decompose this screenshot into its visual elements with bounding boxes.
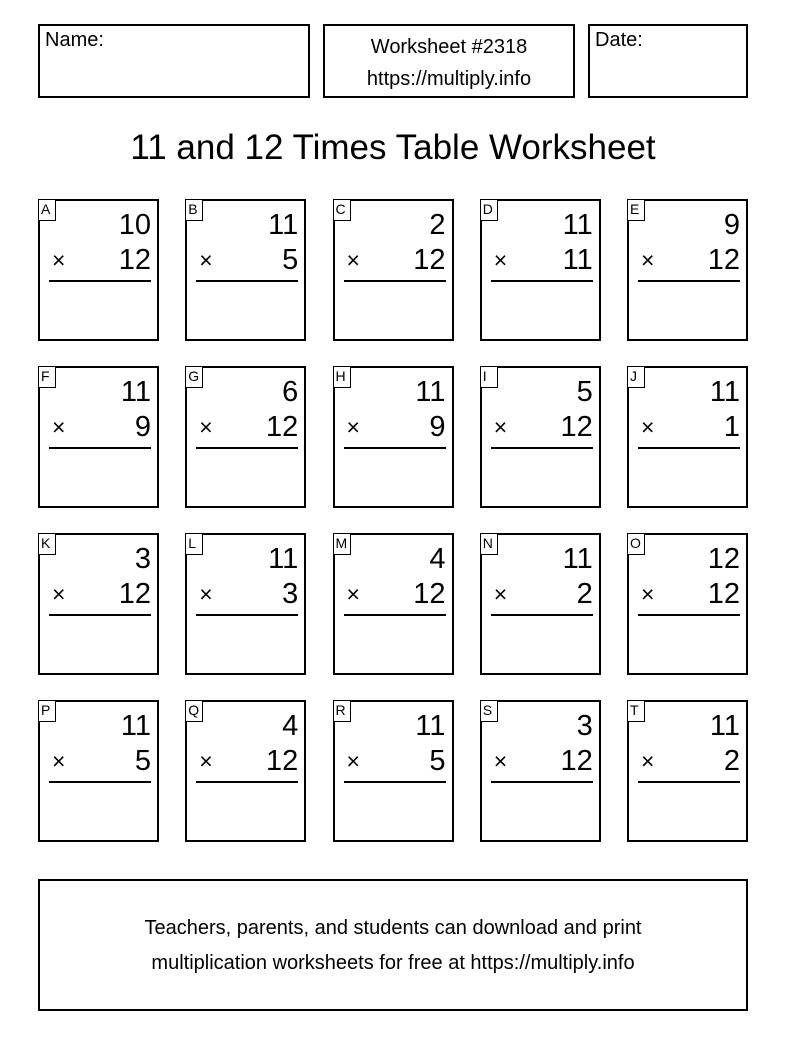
problem-label: C <box>333 199 351 221</box>
multiplicand: 11 <box>709 710 740 742</box>
problem-card[interactable] <box>185 700 306 842</box>
answer-line <box>491 781 593 783</box>
problem-label: Q <box>185 700 203 722</box>
multiply-sign-icon: × <box>641 414 655 440</box>
answer-line <box>196 447 298 449</box>
multiplier: 9 <box>429 411 446 443</box>
problem-card[interactable] <box>333 533 454 675</box>
multiplicand: 5 <box>576 376 593 408</box>
problem-card[interactable] <box>480 366 601 508</box>
multiplier: 12 <box>413 244 446 276</box>
answer-line <box>49 447 151 449</box>
problem-grid <box>38 199 748 842</box>
multiply-sign-icon: × <box>641 247 655 273</box>
problem-label: K <box>38 533 56 555</box>
multiply-sign-icon: × <box>52 414 66 440</box>
problem-card[interactable] <box>480 199 601 341</box>
problem-label: M <box>333 533 351 555</box>
problem-label: N <box>480 533 498 555</box>
problem-card[interactable] <box>480 700 601 842</box>
problem-card[interactable] <box>627 199 748 341</box>
date-field-box[interactable] <box>588 24 748 98</box>
multiply-sign-icon: × <box>493 581 508 607</box>
problem-card[interactable] <box>185 199 306 341</box>
answer-line <box>638 781 740 783</box>
multiplier: 5 <box>429 745 446 777</box>
problem-card[interactable] <box>38 700 159 842</box>
problem-card[interactable] <box>38 366 159 508</box>
problem-card[interactable] <box>333 366 454 508</box>
multiplicand: 3 <box>134 543 151 575</box>
multiplicand: 2 <box>429 209 446 241</box>
problem-card[interactable] <box>627 366 748 508</box>
problem-label: O <box>627 533 645 555</box>
multiplicand: 3 <box>576 710 593 742</box>
problem-card[interactable] <box>38 533 159 675</box>
answer-line <box>491 280 593 282</box>
name-label: Name: <box>45 29 104 51</box>
problem-label: F <box>38 366 56 388</box>
problem-label: P <box>38 700 56 722</box>
worksheet-url: https://multiply.info <box>366 68 532 90</box>
answer-line <box>491 614 593 616</box>
multiplicand: 11 <box>415 710 446 742</box>
multiply-sign-icon: × <box>493 748 508 774</box>
problem-card[interactable] <box>185 533 306 675</box>
problem-label: J <box>627 366 645 388</box>
worksheet-info-box <box>323 24 575 98</box>
multiplicand: 11 <box>268 543 299 575</box>
problem-label: L <box>185 533 203 555</box>
multiply-sign-icon: × <box>346 581 360 607</box>
problem-card[interactable] <box>333 700 454 842</box>
multiplier: 11 <box>562 244 593 276</box>
footer-line-1: Teachers, parents, and students can download and print <box>144 917 642 939</box>
problem-card[interactable] <box>627 700 748 842</box>
multiplicand: 11 <box>562 209 593 241</box>
multiplier: 12 <box>707 578 740 610</box>
multiply-sign-icon: × <box>641 748 655 774</box>
multiply-sign-icon: × <box>52 247 66 273</box>
multiplier: 2 <box>576 578 593 610</box>
multiplicand: 11 <box>120 710 151 742</box>
multiplicand: 12 <box>707 543 740 575</box>
multiplicand: 10 <box>118 209 151 241</box>
multiplicand: 11 <box>120 376 151 408</box>
multiply-sign-icon: × <box>52 748 66 774</box>
answer-line <box>344 614 446 616</box>
problem-label: I <box>480 366 498 388</box>
multiplicand: 11 <box>268 209 299 241</box>
multiplier: 12 <box>560 411 593 443</box>
multiply-sign-icon: × <box>493 414 508 440</box>
multiplicand: 9 <box>723 209 740 241</box>
multiply-sign-icon: × <box>493 247 508 273</box>
answer-line <box>49 280 151 282</box>
problem-label: E <box>627 199 645 221</box>
multiplicand: 11 <box>709 376 740 408</box>
name-field-box[interactable] <box>38 24 310 98</box>
answer-line <box>344 781 446 783</box>
answer-line <box>196 781 298 783</box>
multiplicand: 4 <box>429 543 446 575</box>
multiply-sign-icon: × <box>641 581 655 607</box>
multiplier: 5 <box>134 745 151 777</box>
multiplier: 9 <box>134 411 151 443</box>
answer-line <box>49 781 151 783</box>
answer-line <box>196 614 298 616</box>
problem-label: H <box>333 366 351 388</box>
footer-line-2: multiplication worksheets for free at https://multiply.info <box>151 952 635 974</box>
answer-line <box>49 614 151 616</box>
multiplier: 12 <box>413 578 446 610</box>
multiplier: 1 <box>723 411 740 443</box>
problem-label: T <box>627 700 645 722</box>
multiply-sign-icon: × <box>199 581 213 607</box>
multiply-sign-icon: × <box>52 581 66 607</box>
multiplier: 12 <box>707 244 740 276</box>
answer-line <box>638 614 740 616</box>
problem-card[interactable] <box>333 199 454 341</box>
date-label: Date: <box>595 29 643 51</box>
multiply-sign-icon: × <box>199 748 213 774</box>
worksheet-number: Worksheet #2318 <box>370 36 528 58</box>
problem-card[interactable] <box>480 533 601 675</box>
page-title: 11 and 12 Times Table Worksheet <box>130 128 656 167</box>
multiplier: 12 <box>118 244 151 276</box>
answer-line <box>638 447 740 449</box>
problem-card[interactable] <box>627 533 748 675</box>
multiplier: 2 <box>723 745 740 777</box>
problem-label: G <box>185 366 203 388</box>
multiplier: 12 <box>265 745 299 777</box>
answer-line <box>491 447 593 449</box>
answer-line <box>638 280 740 282</box>
problem-card[interactable] <box>185 366 306 508</box>
problem-label: R <box>333 700 351 722</box>
multiplier: 12 <box>118 578 151 610</box>
answer-line <box>344 447 446 449</box>
multiplier: 12 <box>560 745 593 777</box>
multiplier: 12 <box>265 411 299 443</box>
multiply-sign-icon: × <box>346 414 360 440</box>
multiplicand: 6 <box>282 376 299 408</box>
answer-line <box>196 280 298 282</box>
multiplicand: 4 <box>282 710 299 742</box>
problem-label: S <box>480 700 498 722</box>
answer-line <box>344 280 446 282</box>
problem-label: D <box>480 199 498 221</box>
problem-label: B <box>185 199 203 221</box>
problem-card[interactable] <box>38 199 159 341</box>
multiply-sign-icon: × <box>199 414 213 440</box>
footer-box <box>38 879 748 1011</box>
multiplier: 3 <box>282 578 299 610</box>
multiplier: 5 <box>282 244 299 276</box>
problem-label: A <box>38 199 56 221</box>
multiplicand: 11 <box>562 543 593 575</box>
multiply-sign-icon: × <box>346 748 360 774</box>
multiply-sign-icon: × <box>199 247 213 273</box>
multiply-sign-icon: × <box>346 247 360 273</box>
multiplicand: 11 <box>415 376 446 408</box>
